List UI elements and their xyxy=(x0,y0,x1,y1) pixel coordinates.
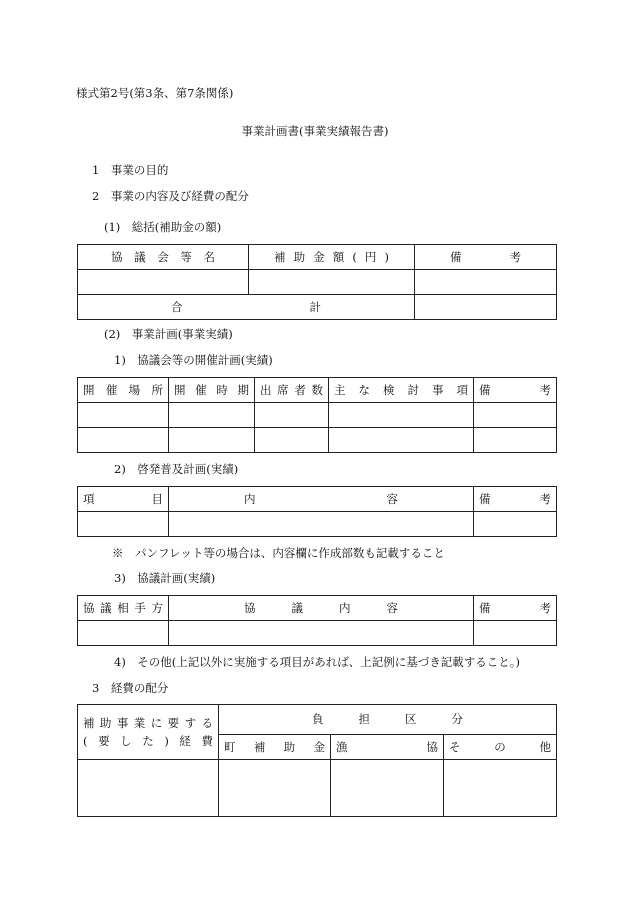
header-subsidy-amount: 補助金額(円) xyxy=(274,250,389,264)
cell-content[interactable] xyxy=(169,512,474,537)
section-2-2-heading: (2) 事業計画(事業実績) xyxy=(104,327,233,341)
table-row xyxy=(78,270,557,295)
table-row xyxy=(78,760,557,817)
cell-remarks[interactable] xyxy=(474,403,557,428)
header-town-subsidy: 町補助金 xyxy=(224,739,325,754)
cell-remarks[interactable] xyxy=(415,270,557,295)
expense-allocation-table xyxy=(77,704,557,817)
cell-other[interactable] xyxy=(444,760,557,817)
header-other: その他 xyxy=(449,739,552,754)
header-remarks: 備考 xyxy=(479,383,551,397)
table-row xyxy=(78,705,557,735)
cell-period[interactable] xyxy=(169,403,255,428)
table-row xyxy=(78,596,557,621)
cell-counterpart[interactable] xyxy=(78,621,169,646)
section-2-2-2-heading: 2) 啓発普及計画(実績) xyxy=(114,462,239,476)
cell-venue[interactable] xyxy=(78,403,169,428)
summary-table xyxy=(77,244,557,320)
table-row xyxy=(78,487,557,512)
header-remarks: 備考 xyxy=(450,250,521,264)
pamphlet-note: ※ パンフレット等の場合は、内容欄に作成部数も記載すること xyxy=(112,546,445,560)
cell-remarks[interactable] xyxy=(474,512,557,537)
header-remarks: 備考 xyxy=(479,492,551,506)
table-row xyxy=(78,378,557,403)
consultation-plan-table xyxy=(77,595,557,646)
meeting-plan-table xyxy=(77,377,557,453)
section-2-2-3-heading: 3) 協議計画(実績) xyxy=(114,571,216,585)
table-row xyxy=(78,245,557,270)
table-row xyxy=(78,621,557,646)
cell-attendees[interactable] xyxy=(255,403,329,428)
cell-town-subsidy[interactable] xyxy=(219,760,331,817)
header-item: 項目 xyxy=(83,492,163,506)
cell-main-topics[interactable] xyxy=(329,428,474,453)
cell-main-topics[interactable] xyxy=(329,403,474,428)
header-remarks: 備考 xyxy=(479,601,551,615)
section-2-1-heading: (1) 総括(補助金の額) xyxy=(104,220,222,234)
cell-attendees[interactable] xyxy=(255,428,329,453)
section-2-2-4-heading: 4) その他(上記以外に実施する項目があれば、上記例に基づき記載すること。) xyxy=(114,655,521,669)
table-row xyxy=(78,295,557,320)
cell-subsidy-amount[interactable] xyxy=(249,270,415,295)
cell-venue[interactable] xyxy=(78,428,169,453)
outreach-plan-table xyxy=(77,486,557,537)
cell-consultation-content[interactable] xyxy=(169,621,474,646)
cell-fishery-coop[interactable] xyxy=(331,760,444,817)
cell-council-name[interactable] xyxy=(78,270,249,295)
cell-remarks[interactable] xyxy=(474,428,557,453)
header-main-topics: 主な検討事項 xyxy=(334,383,468,397)
section-2-heading: 2 事業の内容及び経費の配分 xyxy=(92,189,249,203)
header-expense-line2: (要した)経費 xyxy=(83,734,213,748)
form-number: 様式第2号(第3条、第7条関係) xyxy=(76,86,234,100)
header-council-name: 協議会等名 xyxy=(111,250,215,264)
section-1-heading: 1 事業の目的 xyxy=(92,163,169,177)
cell-expense[interactable] xyxy=(78,760,219,817)
header-consultation-content: 協議内容 xyxy=(244,601,398,615)
header-burden-category: 負担区分 xyxy=(312,712,464,727)
header-attendees: 出席者数 xyxy=(260,383,323,397)
cell-total-remarks[interactable] xyxy=(415,295,557,320)
document-title: 事業計画書(事業実績報告書) xyxy=(241,124,389,138)
header-fishery-coop: 漁協 xyxy=(336,739,438,754)
header-expense-line1: 補助事業に要する xyxy=(83,716,213,730)
cell-item[interactable] xyxy=(78,512,169,537)
header-venue: 開催場所 xyxy=(83,383,163,397)
table-row xyxy=(78,512,557,537)
total-label: 合計 xyxy=(171,300,321,314)
table-row xyxy=(78,428,557,453)
header-counterpart: 協議相手方 xyxy=(83,601,163,615)
cell-period[interactable] xyxy=(169,428,255,453)
table-row xyxy=(78,403,557,428)
section-3-heading: 3 経費の配分 xyxy=(92,681,169,695)
header-period: 開催時期 xyxy=(174,383,249,397)
header-content: 内容 xyxy=(244,492,398,506)
cell-remarks[interactable] xyxy=(474,621,557,646)
section-2-2-1-heading: 1) 協議会等の開催計画(実績) xyxy=(114,353,273,367)
